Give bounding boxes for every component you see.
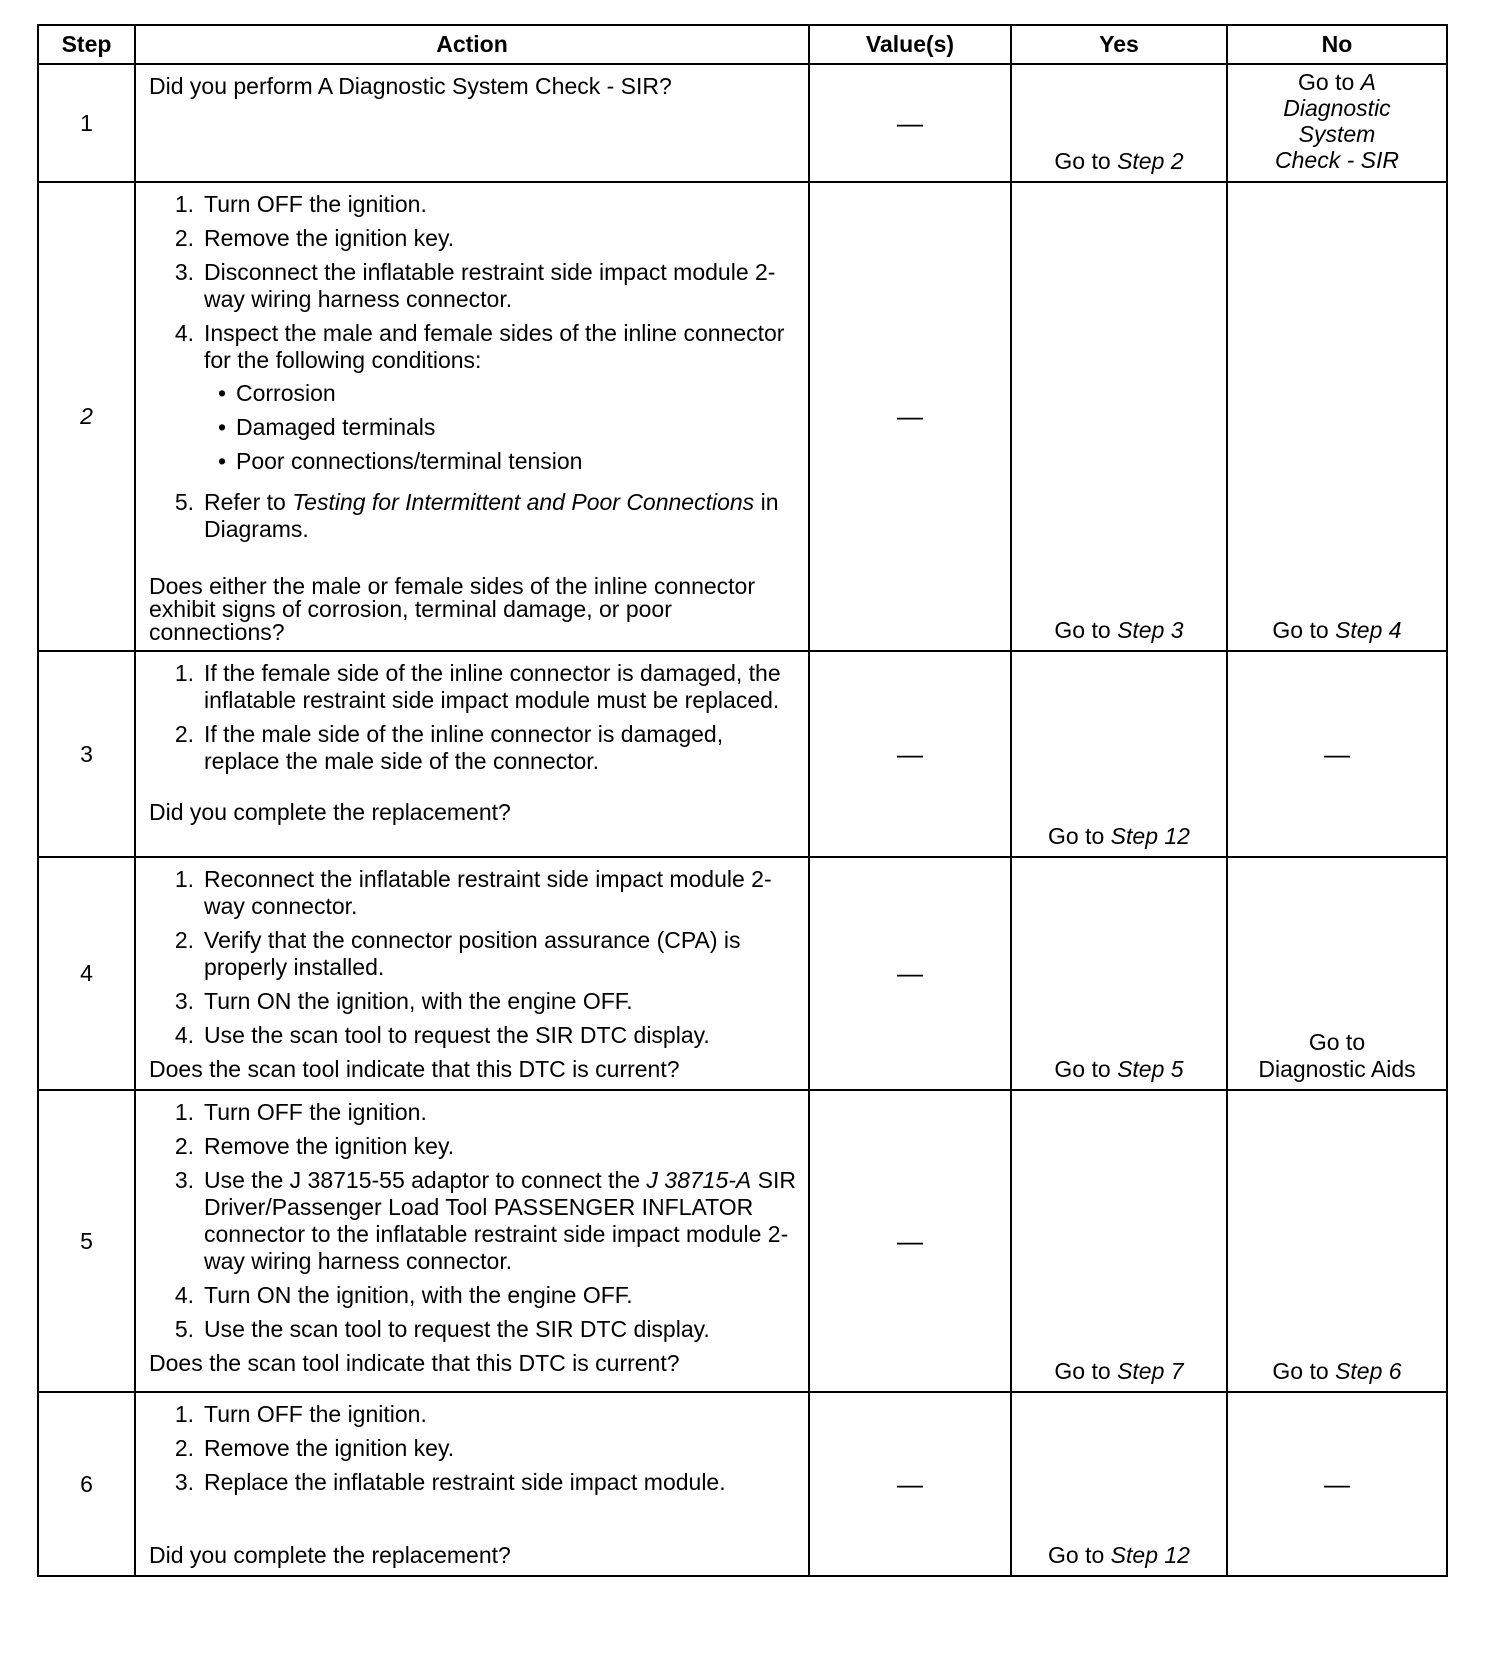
yes-link-step[interactable]: Step 2	[1117, 148, 1184, 174]
value-cell: —	[809, 857, 1011, 1090]
step-number: 5	[38, 1090, 135, 1392]
action-cell	[135, 857, 809, 1090]
yes-cell: Go to Step 7	[1011, 1090, 1227, 1392]
action-steps	[149, 1401, 800, 1496]
action-steps	[149, 660, 800, 775]
table-row-step-5	[38, 1090, 1447, 1392]
bullet-item: • Corrosion	[217, 380, 336, 406]
action-steps	[149, 866, 800, 1049]
yes-cell	[1011, 64, 1227, 182]
list-item: 3. Turn ON the ignition, with the engine OFF.	[174, 988, 633, 1014]
yes-link-step[interactable]: Step 7	[1117, 1358, 1184, 1384]
list-item: 2. Remove the ignition key.	[174, 1435, 455, 1461]
list-item: 1. Turn OFF the ignition.	[174, 1099, 427, 1125]
no-cell: —	[1227, 1392, 1447, 1576]
no-link-step[interactable]: Step 6	[1335, 1358, 1402, 1384]
list-item: 4. Inspect the male and female sides of the inline connector for the following conditions: • Corrosion • Damaged terminals • Poor connections/terminal tension	[149, 320, 800, 482]
action-cell	[135, 64, 809, 182]
list-item: 2. Remove the ignition key.	[174, 1133, 455, 1159]
reference-link[interactable]: Testing for Intermittent and Poor Connections	[292, 489, 755, 515]
list-item: 4. Turn ON the ignition, with the engine OFF.	[174, 1282, 633, 1308]
yes-cell: Go to Step 12	[1011, 1392, 1227, 1576]
list-item: 1. Turn OFF the ignition.	[174, 1401, 427, 1427]
no-cell: Go to Step 4	[1227, 182, 1447, 651]
no-link-diagnostic-system-check[interactable]: Go to A Diagnostic System Check - SIR	[1275, 69, 1399, 173]
no-link-diagnostic-aids[interactable]: Go to Diagnostic Aids	[1258, 1029, 1416, 1082]
step-number: 3	[38, 651, 135, 857]
step-number: 4	[38, 857, 135, 1090]
step-number: 6	[38, 1392, 135, 1576]
no-cell	[1227, 64, 1447, 182]
table-row-step-6	[38, 1392, 1447, 1576]
value-cell: —	[809, 651, 1011, 857]
bullet-item: • Damaged terminals	[217, 414, 436, 440]
no-cell	[1227, 857, 1447, 1090]
bullet-item: • Poor connections/terminal tension	[217, 448, 583, 474]
list-item: 1. Turn OFF the ignition.	[174, 191, 427, 217]
list-item: 3. Use the J 38715-55 adaptor to connect the J 38715-A SIR Driver/Passenger Load Tool PASSENGER INFLATOR connector to the inflatable restraint side impact module 2-way wiring harness connector.	[174, 1167, 797, 1274]
step-number: 2	[38, 182, 135, 651]
action-cell	[135, 1090, 809, 1392]
header-yes: Yes	[1011, 25, 1227, 64]
action-steps	[149, 191, 800, 543]
header-values: Value(s)	[809, 25, 1011, 64]
list-item: 2. Remove the ignition key.	[174, 225, 455, 251]
no-cell: —	[1227, 651, 1447, 857]
value-cell: —	[809, 182, 1011, 651]
yes-link-step[interactable]: Step 12	[1110, 823, 1190, 849]
list-item: 5. Use the scan tool to request the SIR DTC display.	[174, 1316, 710, 1342]
list-item: 4. Use the scan tool to request the SIR DTC display.	[174, 1022, 710, 1048]
header-step: Step	[38, 25, 135, 64]
tool-reference: J 38715-A	[646, 1167, 752, 1193]
table-row-step-3	[38, 651, 1447, 857]
list-item: 2. If the male side of the inline connector is damaged, replace the male side of the connector.	[174, 721, 724, 774]
action-cell	[135, 1392, 809, 1576]
yes-link-step[interactable]: Step 3	[1117, 617, 1184, 643]
action-question: Does the scan tool indicate that this DTC is current?	[149, 1056, 680, 1082]
step-number: 1	[38, 64, 135, 182]
action-question: Did you perform A Diagnostic System Check - SIR?	[149, 73, 672, 99]
yes-link-step[interactable]: Step 5	[1117, 1056, 1184, 1082]
no-cell: Go to Step 6	[1227, 1090, 1447, 1392]
action-question: Did you complete the replacement?	[149, 1542, 511, 1568]
value-cell: —	[809, 1090, 1011, 1392]
list-item: 3. Disconnect the inflatable restraint side impact module 2-way wiring harness connector.	[174, 259, 776, 312]
table-row-step-2	[38, 182, 1447, 651]
diagnostic-table	[37, 24, 1448, 1577]
list-item: 3. Replace the inflatable restraint side impact module.	[174, 1469, 726, 1495]
list-item: 2. Verify that the connector position assurance (CPA) is properly installed.	[174, 927, 741, 980]
action-question: Does the scan tool indicate that this DTC is current?	[149, 1350, 680, 1376]
yes-prefix: Go to	[1054, 148, 1111, 174]
list-item: 1. If the female side of the inline connector is damaged, the inflatable restraint side impact module must be replaced.	[174, 660, 781, 713]
action-cell	[135, 651, 809, 857]
yes-cell: Go to Step 5	[1011, 857, 1227, 1090]
value-cell: —	[809, 1392, 1011, 1576]
action-question: Did you complete the replacement?	[149, 799, 511, 825]
yes-cell: Go to Step 3	[1011, 182, 1227, 651]
yes-cell: Go to Step 12	[1011, 651, 1227, 857]
action-cell	[135, 182, 809, 651]
action-question: Does either the male or female sides of the inline connector exhibit signs of corrosion, terminal damage, or poor connections?	[149, 573, 755, 645]
header-action: Action	[135, 25, 809, 64]
table-row-step-1	[38, 64, 1447, 182]
list-item: 1. Reconnect the inflatable restraint side impact module 2-way connector.	[174, 866, 772, 919]
value-cell: —	[809, 64, 1011, 182]
header-row	[38, 25, 1447, 64]
yes-link-step[interactable]: Step 12	[1110, 1542, 1190, 1568]
action-steps	[149, 1099, 800, 1343]
no-link-step[interactable]: Step 4	[1335, 617, 1402, 643]
list-item: 5. Refer to Testing for Intermittent and Poor Connections in Diagrams.	[174, 489, 779, 542]
table-row-step-4	[38, 857, 1447, 1090]
header-no: No	[1227, 25, 1447, 64]
condition-bullets	[149, 380, 800, 482]
